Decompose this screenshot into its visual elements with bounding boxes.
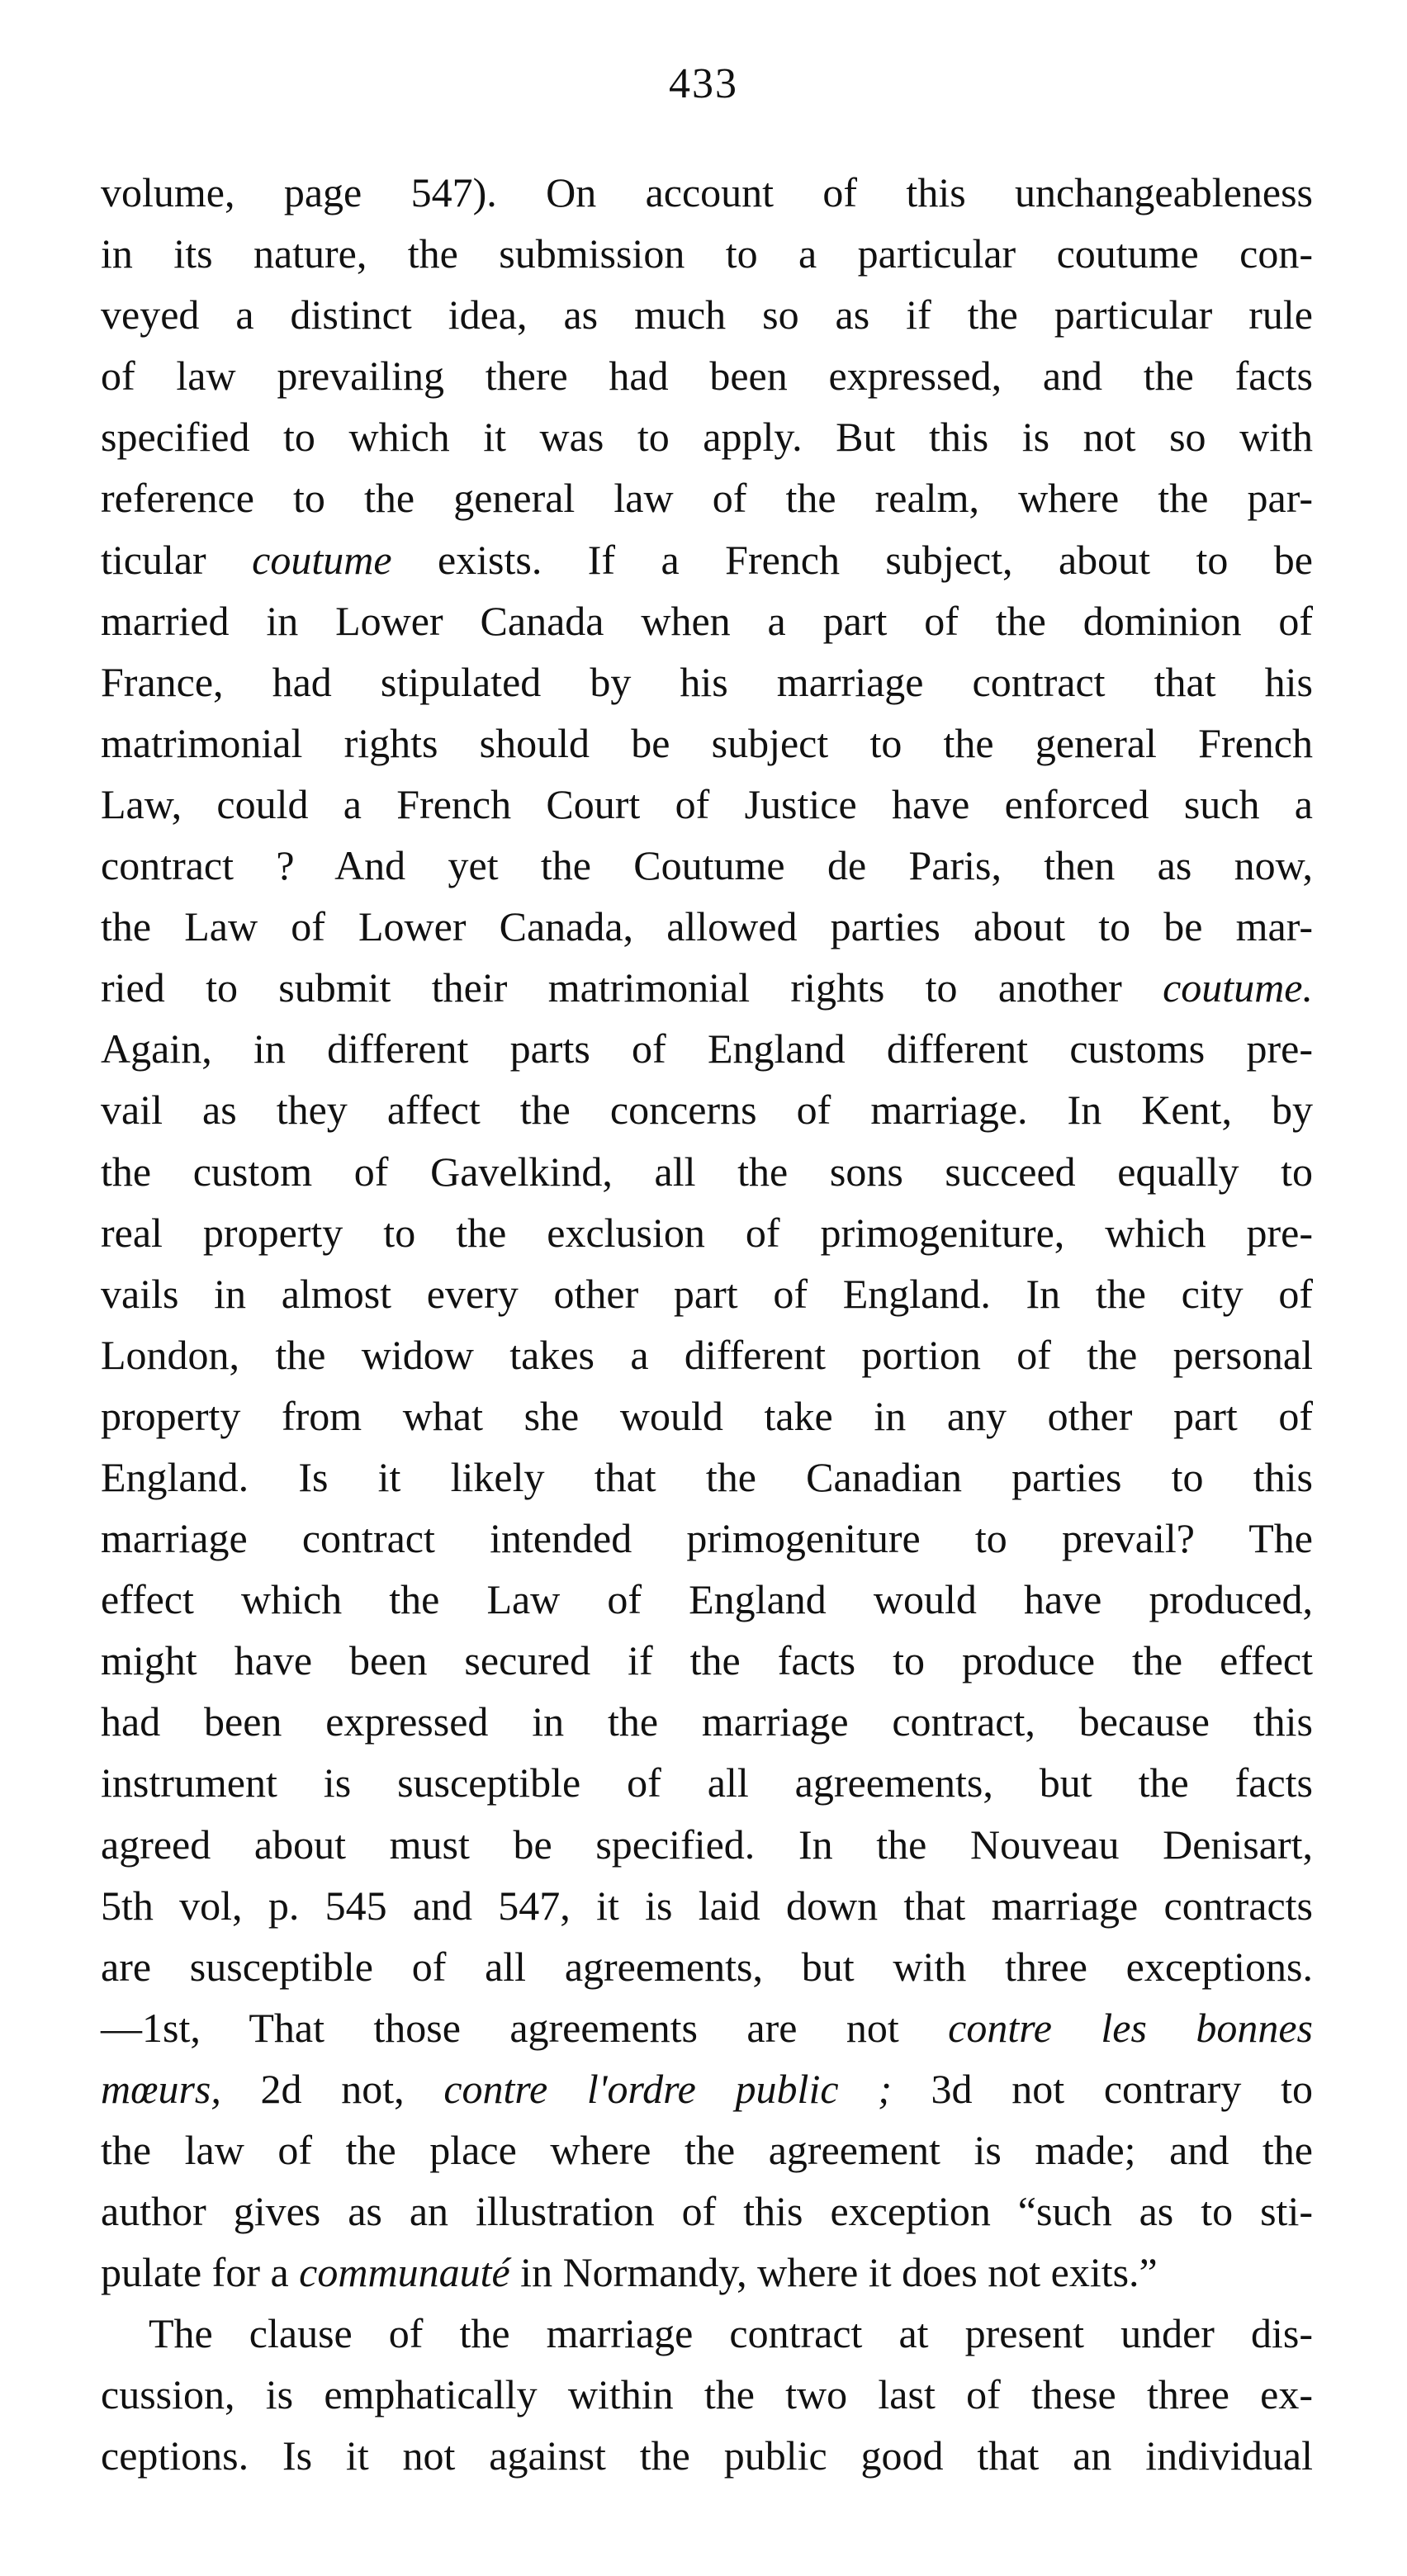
text-run: the custom of Gavelkind, all the sons succeed equally to xyxy=(101,1148,1313,1195)
text-line xyxy=(101,835,1313,896)
text-run: The clause of the marriage contract at present under dis- xyxy=(149,2310,1313,2357)
text-run: specified to which it was to apply. But this is not so with xyxy=(101,414,1313,461)
text-run: the Law of Lower Canada, allowed parties about to be mar- xyxy=(101,903,1313,950)
text-run: matrimonial rights should be subject to the general French xyxy=(101,719,1313,766)
text-run: France, had stipulated by his marriage contract that his xyxy=(101,658,1313,705)
text-run: vail as they affect the concerns of marriage. In Kent, by xyxy=(101,1087,1313,1134)
text-line xyxy=(101,529,1313,590)
text-run: property from what she would take in any other part of xyxy=(101,1392,1313,1439)
text-run: Law, could a French Court of Justice have enforced such a xyxy=(101,780,1313,827)
italic-text: contre l'ordre public ; xyxy=(443,2065,892,2112)
text-line xyxy=(101,1814,1313,1875)
text-line xyxy=(101,1018,1313,1079)
text-line xyxy=(101,1079,1313,1140)
text-line xyxy=(101,1202,1313,1263)
italic-text: communauté xyxy=(299,2249,510,2296)
text-line xyxy=(101,1875,1313,1936)
text-line xyxy=(101,223,1313,284)
text-line xyxy=(101,2425,1313,2486)
text-run: contract ? And yet the Coutume de Paris, then as now, xyxy=(101,842,1313,889)
text-run: 3d not contrary to xyxy=(891,2065,1313,2112)
text-line xyxy=(101,345,1313,406)
text-line xyxy=(101,162,1313,223)
text-line xyxy=(101,284,1313,345)
text-line xyxy=(101,467,1313,528)
text-run: England. Is it likely that the Canadian parties to this xyxy=(101,1453,1313,1500)
text-run: reference to the general law of the realm, where the par- xyxy=(101,475,1313,522)
text-line xyxy=(101,1324,1313,1385)
text-line xyxy=(101,2242,1313,2303)
text-line xyxy=(101,1141,1313,1202)
text-line xyxy=(101,406,1313,467)
text-run: Again, in different parts of England different customs pre- xyxy=(101,1025,1313,1073)
text-line xyxy=(101,896,1313,957)
text-run: ried to submit their matrimonial rights to another xyxy=(101,964,1163,1011)
italic-text: contre les bonnes xyxy=(948,2004,1314,2051)
text-line xyxy=(101,1752,1313,1813)
paragraph-1 xyxy=(101,162,1313,2303)
text-line xyxy=(101,1936,1313,1997)
text-line xyxy=(101,957,1313,1018)
text-run: veyed a distinct idea, as much so as if the particular rule xyxy=(101,291,1313,339)
text-line xyxy=(101,651,1313,713)
text-run: might have been secured if the facts to produce the effect xyxy=(101,1637,1313,1684)
text-line xyxy=(101,1997,1313,2058)
text-line xyxy=(101,1447,1313,1508)
text-run: pulate for a xyxy=(101,2249,300,2296)
text-line xyxy=(101,2058,1313,2119)
text-line xyxy=(101,2303,1313,2364)
text-run: of law prevailing there had been expressed, and the facts xyxy=(101,353,1313,400)
text-run: London, the widow takes a different portion of the personal xyxy=(101,1331,1313,1378)
page-number: 433 xyxy=(669,60,738,107)
text-line xyxy=(101,774,1313,835)
text-run: 2d not, xyxy=(220,2065,444,2112)
text-line xyxy=(101,1385,1313,1447)
italic-text: coutume. xyxy=(1163,964,1313,1011)
text-run: exists. If a French subject, about to be xyxy=(391,536,1313,583)
text-run: marriage contract intended primogeniture to prevail? The xyxy=(101,1515,1313,1562)
text-run: volume, page 547). On account of this unchangeableness xyxy=(101,169,1313,215)
text-line xyxy=(101,2364,1313,2425)
body-text xyxy=(101,162,1313,2487)
text-line xyxy=(101,1263,1313,1324)
text-line xyxy=(101,713,1313,774)
text-run: —1st, That those agreements are not xyxy=(101,2004,949,2051)
text-line xyxy=(101,1691,1313,1752)
text-run: ceptions. Is it not against the public good that an individual xyxy=(101,2432,1313,2479)
text-line xyxy=(101,1508,1313,1569)
italic-text: coutume xyxy=(252,536,392,583)
text-run: married in Lower Canada when a part of the dominion of xyxy=(101,597,1313,644)
text-run: agreed about must be specified. In the Nouveau Denisart, xyxy=(101,1821,1313,1868)
text-run: had been expressed in the marriage contract, because this xyxy=(101,1698,1313,1745)
text-run: real property to the exclusion of primogeniture, which pre- xyxy=(101,1209,1313,1256)
text-run: effect which the Law of England would have produced, xyxy=(101,1576,1313,1623)
text-run: the law of the place where the agreement is made; and the xyxy=(101,2127,1313,2173)
text-run: in Normandy, where it does not exits.” xyxy=(509,2249,1158,2296)
paragraph-2 xyxy=(101,2303,1313,2486)
text-line xyxy=(101,1569,1313,1630)
text-run: vails in almost every other part of England. In the city of xyxy=(101,1270,1313,1317)
text-run: instrument is susceptible of all agreements, but the facts xyxy=(101,1759,1313,1807)
text-line xyxy=(101,2181,1313,2242)
text-run: 5th vol, p. 545 and 547, it is laid down that marriage contracts xyxy=(101,1882,1313,1929)
italic-text: mœurs, xyxy=(101,2065,221,2112)
text-line xyxy=(101,590,1313,651)
text-run: in its nature, the submission to a particular coutume con- xyxy=(101,230,1313,277)
text-run: are susceptible of all agreements, but with three exceptions. xyxy=(101,1943,1313,1990)
text-run: cussion, is emphatically within the two last of these three ex- xyxy=(101,2371,1313,2418)
text-line xyxy=(101,2119,1313,2181)
text-line xyxy=(101,1630,1313,1691)
text-run: ticular xyxy=(101,536,253,583)
text-run: author gives as an illustration of this exception “such as to sti- xyxy=(101,2188,1313,2235)
